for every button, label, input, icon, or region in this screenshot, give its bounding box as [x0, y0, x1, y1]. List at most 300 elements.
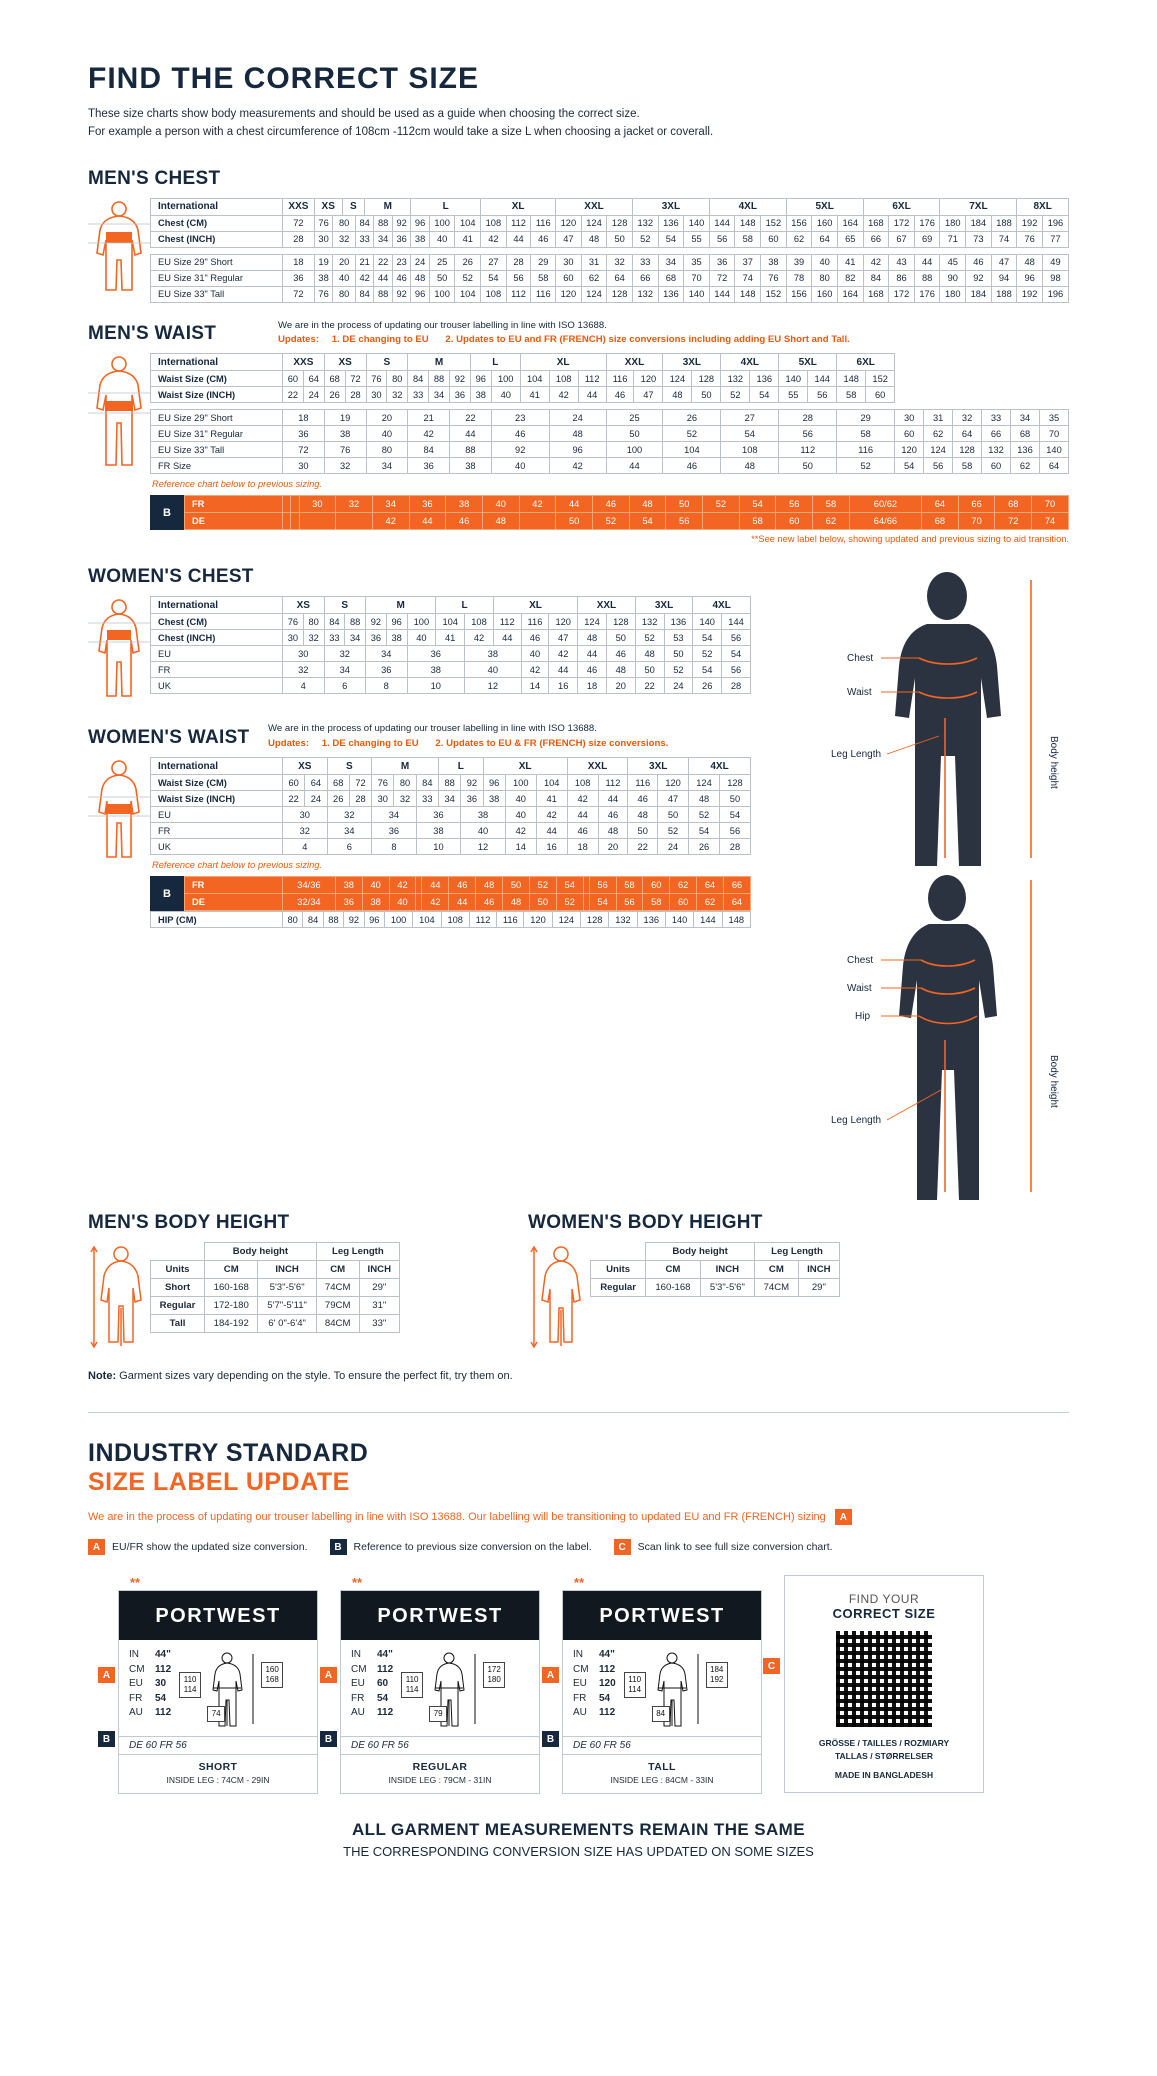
label-inside-leg-2: INSIDE LEG : 79CM - 31IN [388, 1775, 492, 1786]
label-fit-1: SHORT [198, 1761, 238, 1774]
table-row [151, 231, 1069, 247]
cell: 46 [531, 231, 556, 247]
cell: 44 [606, 458, 663, 474]
female-height-figure [528, 1242, 590, 1352]
cell: 50 [529, 894, 556, 911]
mens-waist-foot-note: **See new label below, showing updated and previous sizing to aid transition. [751, 534, 1069, 545]
mens-chest-h8: 3XL [632, 198, 709, 215]
closing-line-1: ALL GARMENT MEASUREMENTS REMAIN THE SAME [352, 1820, 805, 1840]
label-card-regular [324, 1575, 540, 1794]
cell: 30 [299, 496, 336, 513]
cell: 44 [578, 646, 607, 662]
mens-body-height-block [88, 1212, 478, 1352]
cell: 124 [578, 614, 607, 630]
row-label: UK [151, 678, 283, 694]
cell: 32 [303, 630, 324, 646]
table-row [151, 839, 751, 855]
closing-line-2: THE CORRESPONDING CONVERSION SIZE HAS UPDATED ON SOME SIZES [343, 1844, 814, 1860]
cell: 56 [776, 496, 813, 513]
size-list-2 [351, 1648, 393, 1732]
cell: 92 [450, 371, 471, 387]
wbh-s2: INCH [700, 1261, 754, 1279]
cell: 30 [556, 254, 582, 270]
cell: 48 [411, 270, 429, 286]
cell: 84CM [316, 1315, 359, 1333]
callout-chest: Chest [847, 653, 874, 665]
cell: 35 [684, 254, 710, 270]
cell: 30 [283, 458, 325, 474]
size-val: 120 [599, 1678, 616, 1690]
cell: 25 [606, 410, 663, 426]
cell: 196 [1042, 215, 1068, 231]
cell: 96 [386, 614, 407, 630]
cell: 48 [628, 807, 658, 823]
cell: 55 [684, 231, 710, 247]
cell: 172 [889, 215, 915, 231]
cell: 34 [324, 662, 366, 678]
ww-h3: M [372, 758, 439, 775]
industry-title-2: SIZE LABEL UPDATE [88, 1468, 350, 1497]
cell: 42 [567, 791, 598, 807]
cell: 34/36 [283, 877, 336, 894]
cell: 184 [966, 215, 992, 231]
mens-chest-h1: XXS [283, 198, 315, 215]
cell: 34 [327, 823, 372, 839]
cell: 10 [416, 839, 461, 855]
cell: 58 [837, 387, 866, 403]
callout-leg-length: Leg Length [831, 749, 882, 761]
row-label: EU Size 33" Tall [151, 442, 283, 458]
label-examples [88, 1575, 1069, 1794]
cell: 136 [1011, 442, 1040, 458]
cell: 156 [786, 286, 812, 302]
cell: 90 [940, 270, 966, 286]
cell: 108 [567, 775, 598, 791]
table-row [185, 513, 1069, 530]
size-val: 112 [155, 1707, 172, 1719]
cell: 42 [549, 387, 578, 403]
cell: 38 [407, 662, 465, 678]
size-key: AU [129, 1707, 143, 1719]
table-row [151, 410, 1069, 426]
cell: 40 [505, 791, 536, 807]
cell: 128 [607, 215, 633, 231]
cell: 96 [411, 286, 429, 302]
size-val: 112 [155, 1663, 172, 1675]
cell: 140 [693, 614, 722, 630]
size-val: 30 [155, 1678, 167, 1690]
mw-h6: XL [520, 354, 606, 371]
callout-hip-f: Hip [855, 1011, 871, 1023]
mw-note-label: Updates: [278, 334, 320, 346]
womens-waist-update-note [268, 722, 751, 751]
cell: 48 [482, 513, 519, 530]
cell: 60 [982, 458, 1011, 474]
label-de-fr-2: DE 60 FR 56 [341, 1736, 539, 1754]
cell: 132 [982, 442, 1011, 458]
label-tag-a-1: A [98, 1667, 115, 1683]
cell: 46 [449, 877, 476, 894]
cell: 76 [314, 215, 332, 231]
row-label: Tall [151, 1315, 205, 1333]
cell: 62 [670, 877, 697, 894]
cell: 88 [450, 442, 492, 458]
table-row [151, 371, 1069, 387]
wc-h1: XS [283, 597, 325, 614]
cell: 112 [469, 912, 496, 928]
cell: 112 [779, 442, 837, 458]
cell: 48 [578, 630, 607, 646]
male-height-figure [88, 1242, 150, 1352]
cell: 120 [658, 775, 689, 791]
womens-waist-table [150, 757, 751, 855]
height-chip-1: 160 168 [261, 1662, 283, 1688]
cell [291, 496, 299, 513]
cell: 100 [606, 442, 663, 458]
row-label: Chest (CM) [151, 614, 283, 630]
cell: 96 [483, 775, 505, 791]
cell: 36 [392, 231, 410, 247]
cell: 21 [408, 410, 450, 426]
cell: 52 [529, 877, 556, 894]
label-de-fr-1: DE 60 FR 56 [119, 1736, 317, 1754]
mbh-s4: INCH [359, 1261, 399, 1279]
cell: 50 [503, 877, 530, 894]
mens-waist-ref-note: Reference chart below to previous sizing. [152, 479, 323, 490]
row-label: FR [151, 823, 283, 839]
cell: 44 [549, 662, 578, 678]
cell: 70 [958, 513, 995, 530]
cell: 48 [598, 823, 628, 839]
mens-chest-h6: XL [481, 198, 556, 215]
cell: 84 [416, 775, 438, 791]
cell: 48 [721, 458, 779, 474]
label-tag-c: C [763, 1658, 780, 1674]
brand-name-2: PORTWEST [377, 1605, 503, 1628]
cell: 48 [1017, 254, 1043, 270]
cell: 16 [549, 678, 578, 694]
cell: 96 [470, 371, 491, 387]
female-body-diagram [769, 870, 1069, 1200]
cell: 72 [349, 775, 371, 791]
callout-leg-length-f: Leg Length [831, 1115, 882, 1127]
cell: 24 [658, 839, 689, 855]
cell: 58 [739, 513, 776, 530]
cell: 68 [922, 513, 959, 530]
cell: 42 [505, 823, 536, 839]
cell: 152 [761, 286, 787, 302]
cell: 74CM [316, 1279, 359, 1297]
row-label: Chest (INCH) [151, 630, 283, 646]
cell: 144 [808, 371, 837, 387]
table-row [151, 791, 751, 807]
cell: 28 [719, 839, 750, 855]
cell: 60/62 [849, 496, 921, 513]
cell: 45 [940, 254, 966, 270]
cell: 38 [335, 877, 362, 894]
cell: 64 [812, 231, 838, 247]
cell: 70 [684, 270, 710, 286]
cell: 34 [658, 254, 684, 270]
cell: 44 [422, 877, 449, 894]
mens-chest-h2: XS [314, 198, 342, 215]
cell: 34 [372, 496, 409, 513]
table-row [185, 877, 751, 894]
mens-chest-h12: 7XL [940, 198, 1017, 215]
callout-body-height: Body height [1048, 736, 1059, 790]
cell: 100 [429, 215, 455, 231]
cell: 148 [722, 912, 750, 928]
cell: 74 [991, 231, 1017, 247]
row-label: EU Size 31" Regular [151, 426, 283, 442]
wbh-g0: Body height [646, 1243, 755, 1261]
cell: 43 [889, 254, 915, 270]
cell: 108 [549, 371, 578, 387]
cell: 112 [598, 775, 628, 791]
cell: 176 [914, 215, 940, 231]
cell: 54 [895, 458, 924, 474]
cell: 54 [719, 807, 750, 823]
cell: 72 [709, 270, 735, 286]
cell: 76 [324, 442, 366, 458]
cell: 52 [632, 231, 658, 247]
qr-title-2: CORRECT SIZE [832, 1606, 936, 1622]
tag-b: B [330, 1539, 347, 1555]
table-row [151, 1279, 400, 1297]
cell [519, 513, 556, 530]
cell: 50 [719, 791, 750, 807]
cell: 52 [658, 823, 689, 839]
cell: 40 [491, 458, 549, 474]
cell: 58 [643, 894, 670, 911]
cell: 23 [491, 410, 549, 426]
cell: 164 [837, 215, 863, 231]
cell: 52 [703, 496, 740, 513]
cell: 41 [837, 254, 863, 270]
cell: 36 [416, 807, 461, 823]
row-label: EU Size 29" Short [151, 410, 283, 426]
cell: 36 [372, 823, 417, 839]
cell: 44 [409, 513, 446, 530]
cell: 46 [606, 646, 635, 662]
table-row [151, 662, 751, 678]
row-label: FR Size [151, 458, 283, 474]
cell: 68 [658, 270, 684, 286]
cell: 34 [372, 807, 417, 823]
cell: 88 [345, 614, 366, 630]
table-row [151, 354, 1069, 371]
table-row [151, 678, 751, 694]
wc-h3: M [366, 597, 436, 614]
cell: 27 [481, 254, 507, 270]
cell: 74 [735, 270, 761, 286]
cell: 46 [491, 426, 549, 442]
cell: 40 [812, 254, 838, 270]
cell: 70 [1032, 496, 1069, 513]
cell: 24 [303, 387, 324, 403]
cell: 54 [481, 270, 507, 286]
cell: 48 [581, 231, 607, 247]
qr-foot-2: TALLAS / STØRRELSER [834, 1751, 934, 1762]
mw-h2: XS [324, 354, 366, 371]
cell [291, 513, 299, 530]
cell: 64 [607, 270, 633, 286]
mw-h11: 6XL [837, 354, 895, 371]
cell: 76 [1017, 231, 1043, 247]
cell: 32 [324, 458, 366, 474]
cell: 49 [1042, 254, 1068, 270]
mw-note-2b: 2. Updates to EU and FR (FRENCH) size conversions including adding EU Short and Tall. [445, 334, 850, 346]
mens-waist-title: MEN'S WAIST [88, 323, 217, 345]
cell: 30 [283, 630, 304, 646]
cell: 66 [723, 877, 750, 894]
row-label: UK [151, 839, 283, 855]
cell: 24 [549, 410, 606, 426]
cell: 47 [634, 387, 663, 403]
cell: 76 [283, 614, 304, 630]
cell: 22 [450, 410, 492, 426]
cell: 172 [889, 286, 915, 302]
cell: 172-180 [205, 1297, 258, 1315]
mens-waist-table [150, 353, 1069, 474]
cell: 28 [345, 387, 366, 403]
cell: 98 [1042, 270, 1068, 286]
cell: 108 [481, 215, 507, 231]
row-label: Waist Size (CM) [151, 371, 283, 387]
industry-title-1: INDUSTRY STANDARD [88, 1439, 369, 1468]
cell: 40 [521, 646, 549, 662]
cell: 12 [465, 678, 522, 694]
cell: 60 [895, 426, 924, 442]
cell: 48 [663, 387, 692, 403]
cell: 74CM [755, 1279, 799, 1297]
stars-3: ** [574, 1575, 585, 1591]
cell: 33 [408, 387, 429, 403]
cell: 128 [953, 442, 982, 458]
table-row [151, 198, 1069, 215]
cell: 88 [323, 912, 343, 928]
callout-waist: Waist [847, 687, 872, 699]
table-row [151, 270, 1069, 286]
cell: 42 [422, 894, 449, 911]
cell: 32 [283, 662, 325, 678]
qr-card[interactable] [767, 1575, 984, 1793]
table-row [185, 496, 1069, 513]
cell: 120 [895, 442, 924, 458]
size-list-3 [573, 1648, 616, 1732]
cell: 116 [606, 371, 634, 387]
cell: 56 [808, 387, 837, 403]
cell: 100 [384, 912, 412, 928]
label-fit-3: TALL [648, 1761, 676, 1774]
size-key: EU [573, 1678, 587, 1690]
cell: 48 [606, 662, 635, 678]
cell: 50 [692, 387, 721, 403]
cell: 144 [694, 912, 722, 928]
cell: 34 [438, 791, 460, 807]
cell: 26 [663, 410, 721, 426]
cell: 66 [863, 231, 889, 247]
cell: 52 [593, 513, 630, 530]
size-key: FR [129, 1692, 143, 1704]
mens-chest-table [150, 198, 1069, 303]
cell: 80 [387, 371, 408, 387]
cell: 33" [359, 1315, 399, 1333]
cell: 34 [1011, 410, 1040, 426]
row-label: DE [185, 894, 283, 911]
qr-foot-1: GRÖSSE / TAILLES / ROZMIARY [818, 1738, 950, 1749]
cell: 56 [722, 662, 751, 678]
cell: 84 [408, 442, 450, 458]
cell: 92 [366, 614, 387, 630]
cell: 32 [324, 646, 366, 662]
ww-h8: 4XL [689, 758, 751, 775]
label-tag-b-3: B [542, 1731, 559, 1747]
cell: 84 [863, 270, 889, 286]
table-row [185, 894, 751, 911]
cell: 31 [924, 410, 953, 426]
table-row [591, 1243, 840, 1261]
cell: 88 [374, 286, 392, 302]
legend-text-c: Scan link to see full size conversion chart. [637, 1541, 833, 1554]
cell: 116 [628, 775, 658, 791]
size-key: AU [573, 1707, 587, 1719]
cell: 34 [366, 646, 408, 662]
cell: 50 [556, 513, 593, 530]
cell: 36 [709, 254, 735, 270]
cell: 22 [283, 387, 304, 403]
cell: 30 [895, 410, 924, 426]
size-val: 44" [155, 1649, 171, 1661]
mens-chest-h5: L [411, 198, 481, 215]
cell: 92 [491, 442, 549, 458]
cell: 116 [531, 215, 556, 231]
cell: 32 [387, 387, 408, 403]
cell: 12 [461, 839, 506, 855]
cell: 44 [450, 426, 492, 442]
size-key: FR [573, 1692, 587, 1704]
cell: 32 [283, 823, 328, 839]
cell: 80 [303, 614, 324, 630]
cell: 44 [578, 387, 606, 403]
cell: 132 [632, 215, 658, 231]
cell: 140 [684, 286, 710, 302]
tag-a: A [88, 1539, 105, 1555]
cell: 56 [709, 231, 735, 247]
cell: 34 [374, 231, 392, 247]
cell: 84 [355, 215, 373, 231]
cell: 65 [837, 231, 863, 247]
cell: 148 [735, 215, 761, 231]
cell: 128 [606, 614, 635, 630]
cell: 38 [450, 458, 492, 474]
table-row [151, 254, 1069, 270]
cell: 33 [324, 630, 345, 646]
mens-waist-update-note [278, 319, 1069, 348]
qr-code-icon[interactable] [836, 1631, 932, 1727]
cell: 60 [283, 371, 304, 387]
label-figure-2 [399, 1648, 507, 1732]
mbh-g1: Leg Length [316, 1243, 399, 1261]
cell: 104 [436, 614, 465, 630]
size-val: 112 [377, 1707, 394, 1719]
cell: 48 [476, 877, 503, 894]
cell: 50 [606, 630, 635, 646]
cell: 38 [465, 646, 522, 662]
cell: 28 [722, 678, 751, 694]
cell: 52 [664, 662, 693, 678]
cell: 32 [953, 410, 982, 426]
